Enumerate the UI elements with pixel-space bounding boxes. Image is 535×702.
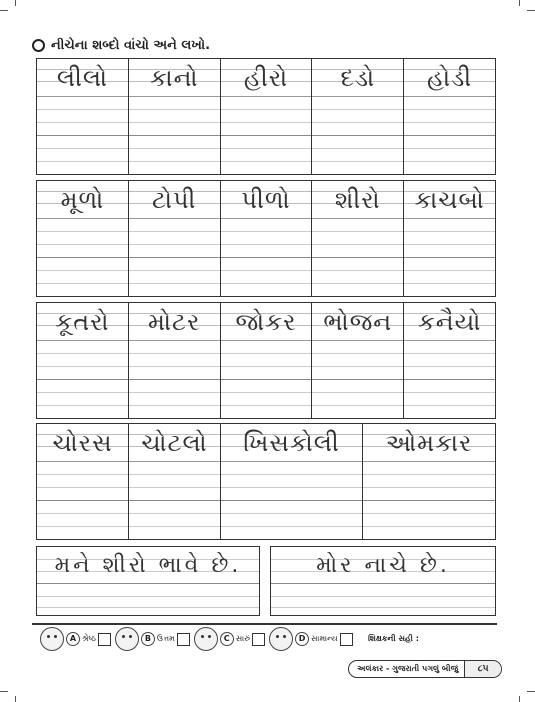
word-column xyxy=(221,181,313,296)
practice-area[interactable] xyxy=(37,341,128,380)
grade-checkbox[interactable] xyxy=(340,633,353,646)
practice-area[interactable] xyxy=(312,258,403,296)
footer-divider xyxy=(32,623,497,625)
sentence-box-2 xyxy=(270,546,496,616)
word-column xyxy=(221,424,363,539)
grade-checkbox[interactable] xyxy=(177,633,190,646)
practice-area[interactable] xyxy=(221,380,312,418)
word: ટોપી xyxy=(151,186,197,214)
practice-area[interactable] xyxy=(129,136,220,174)
word: લીલો xyxy=(56,64,108,92)
practice-area[interactable] xyxy=(129,219,220,258)
practice-area[interactable] xyxy=(37,258,128,296)
word: ખિસકોલી xyxy=(243,429,340,457)
practice-area[interactable] xyxy=(221,219,312,258)
instruction xyxy=(32,38,210,53)
word: ભોજન xyxy=(323,308,393,336)
smiley-face-icon xyxy=(269,627,293,651)
word-cell xyxy=(37,181,128,219)
practice-area[interactable] xyxy=(37,380,128,418)
word-column xyxy=(37,303,129,418)
grade-a xyxy=(40,627,111,651)
practice-area[interactable] xyxy=(363,501,495,539)
grade-checkbox[interactable] xyxy=(98,633,111,646)
word: પીળો xyxy=(241,186,291,214)
practice-area[interactable] xyxy=(129,341,220,380)
grade-label: ઉત્તમ xyxy=(156,634,175,643)
word-cell xyxy=(404,303,495,341)
teacher-signature-label: શિક્ષકની સહી : xyxy=(368,634,419,643)
word-cell xyxy=(129,181,220,219)
practice-area[interactable] xyxy=(404,258,495,296)
practice-area[interactable] xyxy=(312,380,403,418)
word-cell xyxy=(129,424,220,462)
footer-title-pill xyxy=(348,660,502,678)
practice-area[interactable] xyxy=(221,136,312,174)
practice-area[interactable] xyxy=(221,462,362,501)
grade-c xyxy=(194,627,265,651)
sentence-text: મને શીરો ભાવે છે. xyxy=(54,553,242,578)
word-column xyxy=(312,59,404,174)
practice-area[interactable] xyxy=(221,97,312,136)
practice-area[interactable] xyxy=(37,219,128,258)
crop-mark xyxy=(0,10,8,11)
word-cell xyxy=(221,424,362,462)
word: કૂતરો xyxy=(55,308,110,336)
word-cell xyxy=(312,59,403,97)
practice-area[interactable] xyxy=(221,501,362,539)
word-column xyxy=(312,181,404,296)
crop-mark xyxy=(15,696,16,702)
practice-area[interactable] xyxy=(129,462,220,501)
word-cell xyxy=(404,181,495,219)
practice-area[interactable] xyxy=(129,380,220,418)
grade-letter: A xyxy=(66,632,80,646)
word-column xyxy=(129,181,221,296)
word: જોકર xyxy=(235,308,297,336)
word-cell xyxy=(221,303,312,341)
word-column xyxy=(129,424,221,539)
word-cell xyxy=(221,59,312,97)
grade-label: સામાન્ય xyxy=(311,634,338,643)
word-cell xyxy=(129,303,220,341)
word: ઓમકાર xyxy=(385,429,473,457)
word-cell xyxy=(221,181,312,219)
grade-letter: C xyxy=(220,632,234,646)
word-cell xyxy=(37,59,128,97)
smiley-face-icon xyxy=(194,627,218,651)
grade-label: શ્રેષ્ઠ xyxy=(82,634,96,643)
word-column xyxy=(404,181,495,296)
word: ચોટલો xyxy=(141,429,208,457)
word: કાચબો xyxy=(414,186,485,214)
word-column xyxy=(221,59,313,174)
instruction-text: નીચેના શબ્દો વાંચો અને લખો. xyxy=(51,38,211,53)
grid-row xyxy=(37,181,495,296)
practice-area[interactable] xyxy=(129,501,220,539)
practice-area[interactable] xyxy=(37,97,128,136)
grade-letter: B xyxy=(141,632,155,646)
word-column xyxy=(404,59,495,174)
grid-row xyxy=(37,424,495,539)
crop-mark xyxy=(519,696,520,702)
crop-mark xyxy=(0,691,8,692)
crop-mark xyxy=(15,0,16,6)
word: મૂળો xyxy=(60,186,105,214)
word-column xyxy=(312,303,404,418)
crop-mark xyxy=(519,0,520,6)
grade-label: સારું xyxy=(235,634,251,643)
grade-letter: D xyxy=(295,632,309,646)
grid-row xyxy=(37,59,495,174)
word-cell xyxy=(129,59,220,97)
grade-b xyxy=(115,627,190,651)
word: હીરો xyxy=(243,64,289,92)
grade-checkbox[interactable] xyxy=(252,633,265,646)
practice-area[interactable] xyxy=(312,341,403,380)
practice-area[interactable] xyxy=(404,97,495,136)
crop-mark xyxy=(527,691,535,692)
word-column xyxy=(129,59,221,174)
word-column xyxy=(221,303,313,418)
grade-d xyxy=(269,627,353,651)
practice-area[interactable] xyxy=(363,462,495,501)
practice-area[interactable] xyxy=(129,258,220,296)
word-cell xyxy=(312,303,403,341)
word-column xyxy=(363,424,495,539)
word-column xyxy=(129,303,221,418)
word-grid-1 xyxy=(36,58,496,175)
word: દડો xyxy=(340,64,376,92)
word-cell xyxy=(37,424,128,462)
practice-area[interactable] xyxy=(221,341,312,380)
word-cell xyxy=(37,303,128,341)
smiley-face-icon xyxy=(115,627,139,651)
word: મોટર xyxy=(148,308,201,336)
word-column xyxy=(404,303,495,418)
practice-area[interactable] xyxy=(404,380,495,418)
practice-area[interactable] xyxy=(404,341,495,380)
practice-area[interactable] xyxy=(404,219,495,258)
smiley-face-icon xyxy=(40,627,64,651)
word-cell xyxy=(363,424,495,462)
practice-area[interactable] xyxy=(221,258,312,296)
word-grid-4 xyxy=(36,423,496,540)
word-column xyxy=(37,424,129,539)
sentence-text: મોર નાચે છે. xyxy=(316,553,450,578)
practice-area[interactable] xyxy=(37,501,128,539)
practice-area[interactable] xyxy=(312,136,403,174)
word-cell xyxy=(404,59,495,97)
word: કાનો xyxy=(149,64,199,92)
word-cell xyxy=(312,181,403,219)
word-grid-2 xyxy=(36,180,496,297)
word-column xyxy=(37,59,129,174)
word-grid-3 xyxy=(36,302,496,419)
practice-area[interactable] xyxy=(37,136,128,174)
practice-area[interactable] xyxy=(37,462,128,501)
bullet-icon xyxy=(32,39,45,52)
practice-area[interactable] xyxy=(312,97,403,136)
word: હોડી xyxy=(427,64,473,92)
word: શીરો xyxy=(334,186,381,214)
practice-area[interactable] xyxy=(312,219,403,258)
practice-area[interactable] xyxy=(404,136,495,174)
crop-mark xyxy=(527,10,535,11)
book-title: અલંકાર - ગુજરાતી પગલું બીજું xyxy=(357,664,459,673)
grid-row xyxy=(37,303,495,418)
word: ચોરસ xyxy=(52,429,113,457)
word: કનૈયો xyxy=(417,308,482,336)
sentence-box-1 xyxy=(36,546,260,616)
word-column xyxy=(37,181,129,296)
grade-strip xyxy=(40,627,353,651)
page-number: ૮૫ xyxy=(464,661,501,677)
practice-area[interactable] xyxy=(129,97,220,136)
